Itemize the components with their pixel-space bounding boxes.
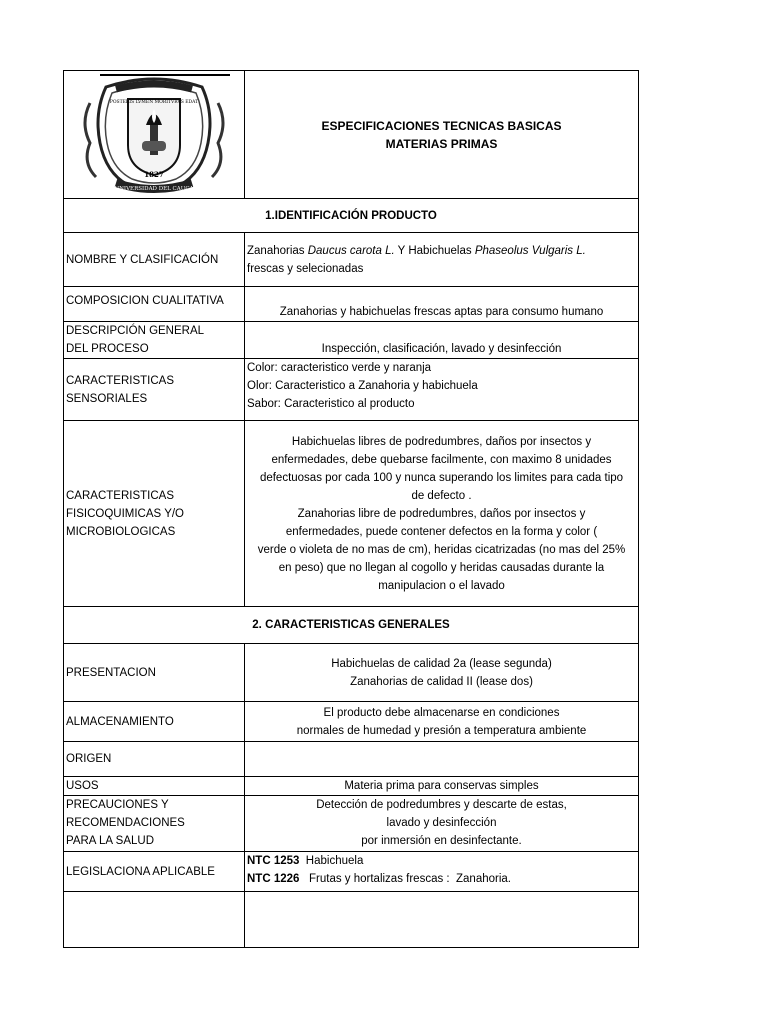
precauciones-value: Detección de podredumbres y descarte de estas, lavado y desinfección por inmersión en desinfectante.	[245, 796, 639, 852]
row-nombre	[64, 233, 639, 287]
seal-right-scroll	[212, 103, 223, 177]
almacenamiento-value: El producto debe almacenarse en condiciones normales de humedad y presión a temperatura ambiente	[245, 702, 639, 742]
empty-label-cell	[64, 892, 245, 948]
seal-hand	[142, 141, 166, 151]
usos-label: USOS	[64, 777, 245, 796]
logo-top-rule	[100, 74, 230, 76]
spec-table	[63, 70, 639, 948]
row-almacenamiento	[64, 702, 639, 742]
fisicoquimicas-value: Habichuelas libres de podredumbres, daños por insectos y enfermedades, debe quebarse facilmente, con maximo 8 unidades defectuosas por cada 100 y nunca superando los limites para cada tipo de defecto . Zanahorias libre de podredumbres, daños por insectos y enfermedades, puede contener defectos en la forma y color ( verde o violeta de no mas de cm), heridas cicatrizadas (no mas del 25% en peso) que no llegan al cogollo y heridas causadas durante la manipulacion o el lavado	[245, 421, 639, 607]
nombre-label: NOMBRE Y CLASIFICACIÓN	[64, 233, 245, 287]
composicion-value: Zanahorias y habichuelas frescas aptas para consumo humano	[245, 287, 639, 322]
almacenamiento-label: ALMACENAMIENTO	[64, 702, 245, 742]
section1-row	[64, 199, 639, 233]
row-sensoriales	[64, 359, 639, 421]
precauciones-label: PRECAUCIONES Y RECOMENDACIONES PARA LA SALUD	[64, 796, 245, 852]
sensorial-olor: Olor: Caracteristico a Zanahoria y habichuela	[247, 380, 478, 392]
sensoriales-value	[245, 359, 639, 421]
empty-value-cell	[245, 892, 639, 948]
nombre-value	[245, 233, 639, 287]
seal-left-scroll	[85, 103, 96, 177]
presentacion-label: PRESENTACION	[64, 644, 245, 702]
row-usos	[64, 777, 639, 796]
origen-label: ORIGEN	[64, 742, 245, 777]
descripcion-label: DESCRIPCIÓN GENERAL DEL PROCESO	[64, 322, 245, 359]
row-empty	[64, 892, 639, 948]
ntc-1253	[247, 852, 636, 870]
origen-value	[245, 742, 639, 777]
row-descripcion	[64, 322, 639, 359]
section2-title: 2. CARACTERISTICAS GENERALES	[64, 607, 639, 644]
section1-title: 1.IDENTIFICACIÓN PRODUCTO	[64, 199, 639, 233]
row-origen	[64, 742, 639, 777]
ntc-1226	[247, 870, 636, 888]
nombre-text-3: frescas y selecionadas	[247, 262, 364, 275]
seal-top-ribbon	[116, 84, 192, 89]
sensorial-color: Color: caracteristico verde y naranja	[247, 362, 432, 374]
composicion-label: COMPOSICION CUALITATIVA	[64, 287, 245, 322]
legislacion-label: LEGISLACIONA APLICABLE	[64, 852, 245, 892]
row-composicion	[64, 287, 639, 322]
nombre-scientific-2: Phaseolus Vulgaris L.	[474, 244, 586, 257]
nombre-text-2: Y Habichuelas	[394, 244, 475, 257]
descripcion-value: Inspección, clasificación, lavado y desinfección	[245, 322, 639, 359]
row-legislacion	[64, 852, 639, 892]
row-precauciones	[64, 796, 639, 852]
ntc-1226-desc: Frutas y hortalizas frescas : Zanahoria.	[299, 873, 511, 885]
usos-value: Materia prima para conservas simples	[245, 777, 639, 796]
seal-year: 1827	[144, 169, 164, 179]
title-line-1: ESPECIFICACIONES TECNICAS BASICAS	[321, 118, 562, 133]
nombre-text-1: Zanahorias	[247, 244, 308, 257]
sensorial-sabor: Sabor: Caracteristico al producto	[247, 398, 415, 410]
presentacion-value: Habichuelas de calidad 2a (lease segunda) Zanahorias de calidad II (lease dos)	[245, 644, 639, 702]
title-line-2: MATERIAS PRIMAS	[385, 136, 498, 151]
ntc-1253-desc: Habichuela	[299, 855, 364, 867]
university-seal-icon	[76, 73, 232, 197]
ntc-1253-code: NTC 1253	[247, 855, 300, 867]
ntc-1226-code: NTC 1226	[247, 873, 300, 885]
seal-university-name: UNIVERSIDAD DEL CAUCA	[114, 185, 194, 192]
section2-row	[64, 607, 639, 644]
sensoriales-label: CARACTERISTICAS SENSORIALES	[64, 359, 245, 421]
document-title	[245, 71, 639, 199]
fisicoquimicas-label: CARACTERISTICAS FISICOQUIMICAS Y/O MICROBIOLOGICAS	[64, 421, 245, 607]
nombre-scientific-1: Daucus carota L.	[307, 244, 395, 257]
row-fisicoquimicas	[64, 421, 639, 607]
seal-motto: POSTERIS LVMEN MORITVRVS EDAT	[109, 99, 199, 105]
row-presentacion	[64, 644, 639, 702]
logo-cell	[64, 71, 245, 199]
legislacion-value	[245, 852, 639, 892]
header-row	[64, 71, 639, 199]
